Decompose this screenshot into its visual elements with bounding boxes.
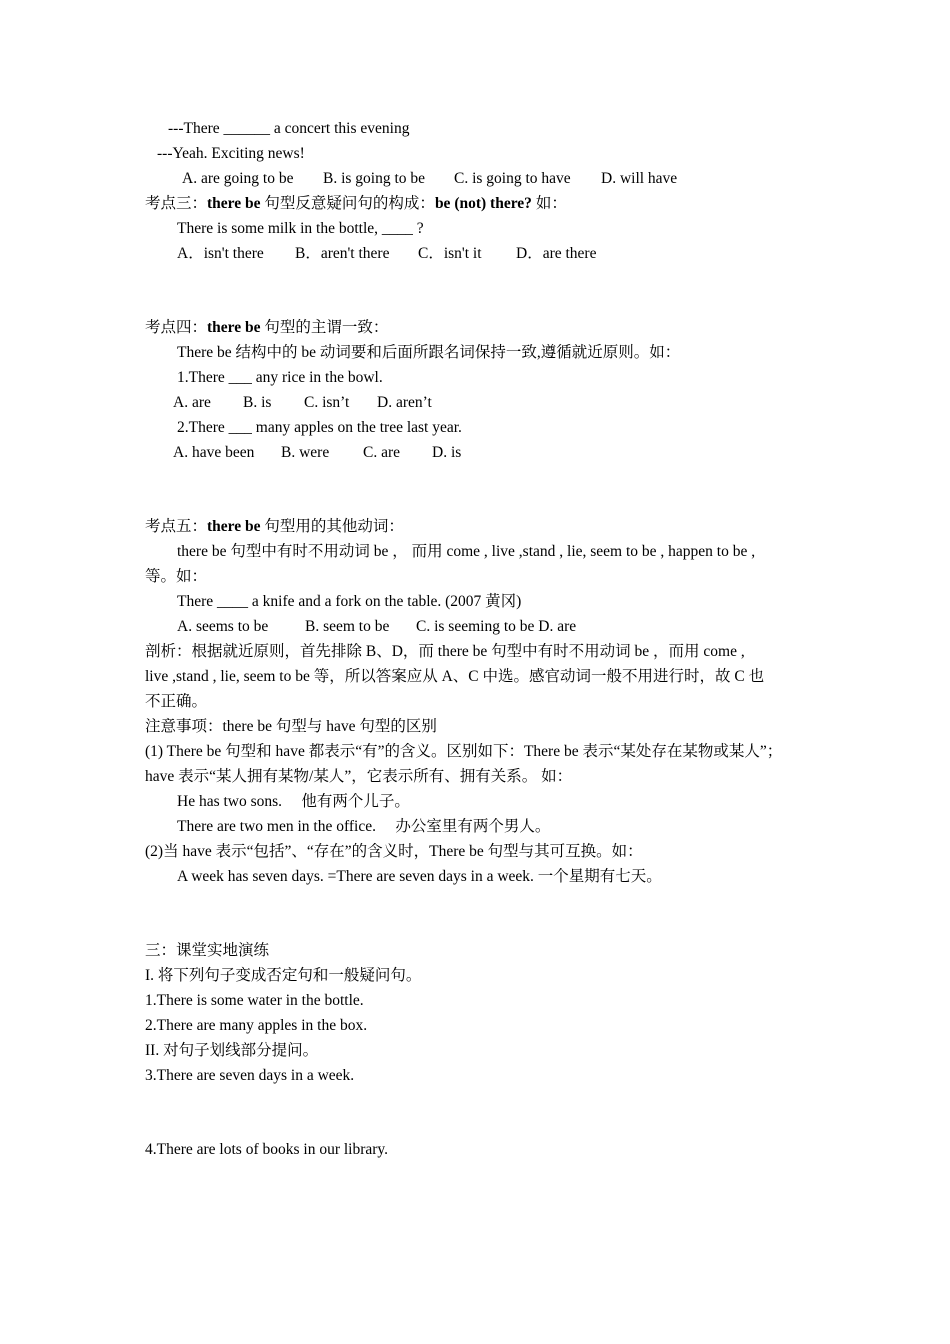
point3-example: There is some milk in the bottle, ____ ? (177, 220, 424, 237)
point4-example-2-options (173, 443, 461, 463)
point4-heading: 考点四：there be 句型的主谓一致： (145, 319, 389, 336)
p4e1-option-d: D. aren’t (377, 394, 432, 411)
point5-example: There ____ a knife and a fork on the table. (2007 黄冈) (177, 593, 522, 610)
point5-heading: 考点五：there be 句型用的其他动词： (145, 518, 404, 535)
q1-option-a: A. are going to be (182, 170, 294, 187)
practice-title: 三：课堂实地演练 (145, 942, 270, 959)
p4e2-option-c: C. are (363, 444, 401, 461)
p4e2-option-a: A. have been (173, 444, 255, 461)
practice-sentence-2: 2.There are many apples in the box. (145, 1017, 368, 1034)
p5-option-b: B. seem to be (305, 618, 390, 635)
q1-line1: ---There ______ a concert this evening (168, 120, 410, 137)
notes-title: 注意事项：there be 句型与 have 句型的区别 (145, 718, 437, 735)
practice-part-2: II. 对句子划线部分提问。 (145, 1042, 319, 1059)
q1-line2: ---Yeah. Exciting news! (157, 145, 305, 162)
point3-option-d: D．are there (516, 245, 597, 262)
q1-option-d: D. will have (601, 170, 678, 187)
practice-part-1: I. 将下列句子变成否定句和一般疑问句。 (145, 967, 422, 984)
point3-options (177, 244, 596, 264)
notes-1-line2: have 表示“某人拥有某物/某人”，它表示所有、拥有关系。 如： (145, 768, 573, 785)
notes-example-c: A week has seven days. =There are seven days in a week. 一个星期有七天。 (177, 868, 662, 885)
analysis-line2: live ,stand , lie, seem to be 等，所以答案应从 A、C 中选。感官动词一般不用进行时，故 C 也 (145, 668, 765, 685)
practice-sentence-1: 1.There is some water in the bottle. (145, 992, 364, 1009)
p4e1-option-a: A. are (173, 394, 211, 411)
point4-example-1-options (173, 393, 432, 413)
q1-option-c: C. is going to have (454, 170, 571, 187)
point4-example-1: 1.There ___ any rice in the bowl. (177, 369, 383, 386)
analysis-line1: 剖析：根据就近原则，首先排除 B、D，而 there be 句型中有时不用动词 be ，而用 come , (145, 643, 745, 660)
q1-options (182, 169, 677, 189)
q1-option-b: B. is going to be (323, 170, 426, 187)
point3-option-c: C．isn't it (418, 245, 482, 262)
p4e2-option-d: D. is (432, 444, 462, 461)
point5-options (177, 617, 576, 637)
notes-1-line1: (1) There be 句型和 have 都表示“有”的含义。区别如下：There be 表示“某处存在某物或某人”； (145, 743, 783, 760)
practice-sentence-4: 4.There are lots of books in our library. (145, 1141, 389, 1158)
point5-rule-line1: there be 句型中有时不用动词 be ， 而用 come , live ,stand , lie, seem to be , happen to be , (177, 543, 756, 560)
practice-sentence-3: 3.There are seven days in a week. (145, 1067, 355, 1084)
point4-rule: There be 结构中的 be 动词要和后面所跟名词保持一致,遵循就近原则。如： (177, 344, 681, 361)
point4-example-2: 2.There ___ many apples on the tree last year. (177, 419, 462, 436)
point3-heading: 考点三：there be 句型反意疑问句的构成：be (not) there? 如： (145, 195, 567, 212)
p4e1-option-c: C. isn’t (304, 394, 350, 411)
point3-option-b: B．aren't there (295, 245, 390, 262)
p4e1-option-b: B. is (243, 394, 272, 411)
p5-option-a: A. seems to be (177, 618, 269, 635)
analysis-line3: 不正确。 (145, 693, 208, 710)
p4e2-option-b: B. were (281, 444, 330, 461)
notes-2: (2)当 have 表示“包括”、“存在”的含义时，There be 句型与其可互换。如： (145, 843, 643, 860)
notes-example-a: He has two sons. 他有两个儿子。 (177, 793, 410, 810)
notes-example-b: There are two men in the office. 办公室里有两个男人。 (177, 818, 551, 835)
p5-option-c: C. is seeming to be D. are (416, 618, 577, 635)
point5-rule-line2: 等。如： (145, 568, 208, 585)
point3-option-a: A．isn't there (177, 245, 264, 262)
